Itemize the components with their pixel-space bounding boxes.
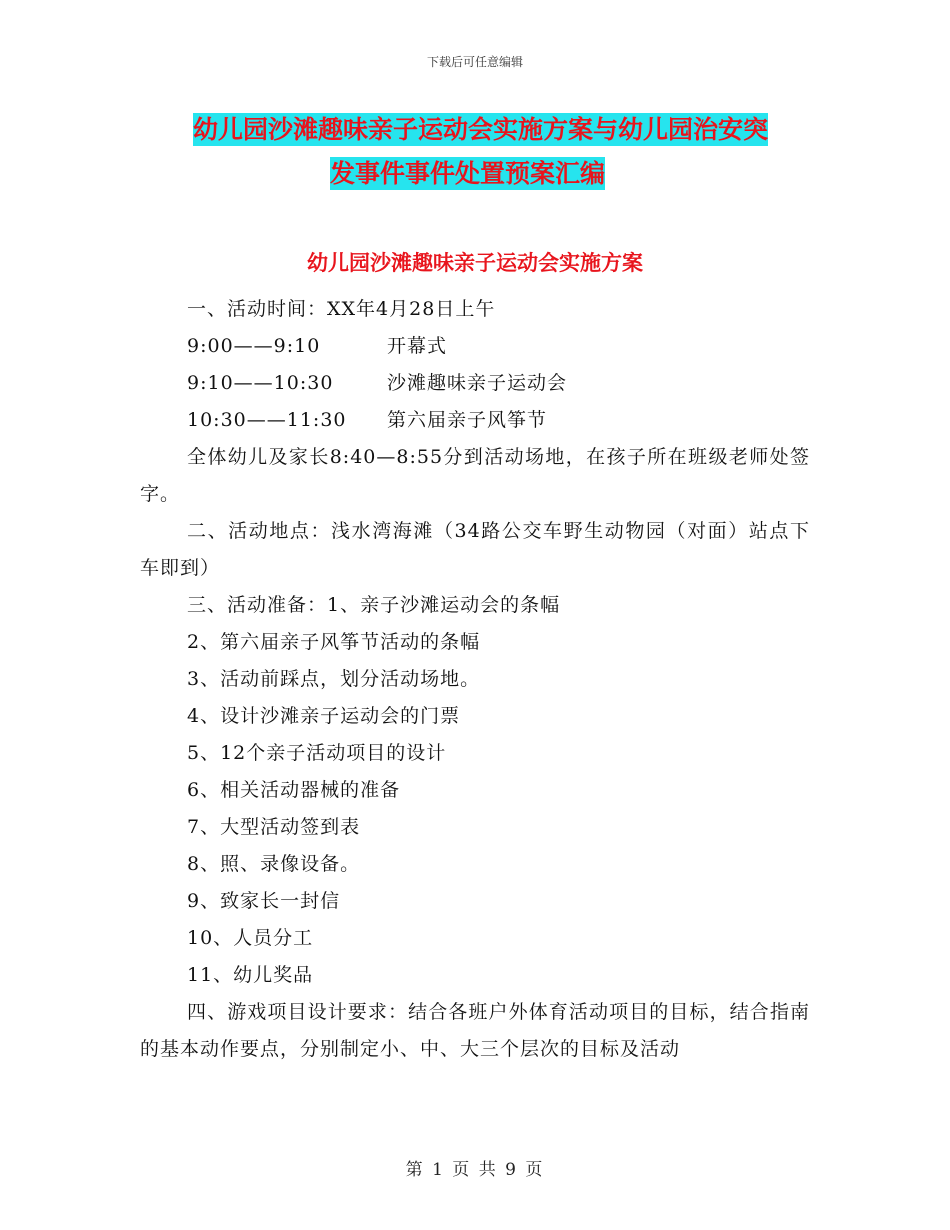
location-paragraph: 二、活动地点：浅水湾海滩（34路公交车野生动物园（对面）站点下车即到） [140, 520, 810, 579]
document-body [140, 291, 810, 1068]
schedule-event: 第六届亲子风筝节 [387, 409, 548, 431]
document-title-line-1 [0, 112, 950, 148]
time-heading: 一、活动时间：XX年4月28日上午 [187, 298, 496, 320]
prep-item: 10、人员分工 [187, 927, 314, 949]
document-title-text-1: 幼儿园沙滩趣味亲子运动会实施方案与幼儿园治安突 [193, 115, 769, 144]
section-title: 幼儿园沙滩趣味亲子运动会实施方案 [307, 251, 643, 275]
document-title-line-2 [0, 156, 950, 192]
checkin-paragraph: 全体幼儿及家长8:40—8:55分到活动场地，在孩子所在班级老师处签字。 [140, 446, 810, 505]
schedule-row [140, 365, 810, 402]
prep-item: 5、12个亲子活动项目的设计 [187, 742, 447, 764]
prep-item: 11、幼儿奖品 [187, 964, 314, 986]
prep-item: 7、大型活动签到表 [187, 816, 361, 838]
document-title-text-2: 发事件事件处置预案汇编 [330, 159, 606, 188]
prep-heading: 三、活动准备：1、亲子沙滩运动会的条幅 [187, 594, 561, 616]
prep-item: 8、照、录像设备。 [187, 853, 361, 875]
schedule-event: 开幕式 [387, 335, 448, 357]
prep-item: 6、相关活动器械的准备 [187, 779, 401, 801]
prep-item: 3、活动前踩点，划分活动场地。 [187, 668, 481, 690]
prep-item: 4、设计沙滩亲子运动会的门票 [187, 705, 461, 727]
prep-item: 2、第六届亲子风筝节活动的条幅 [187, 631, 481, 653]
schedule-time: 9:00——9:10 [187, 335, 321, 357]
header-note: 下载后可任意编辑 [426, 55, 523, 69]
schedule-row [140, 402, 810, 439]
schedule-row [140, 328, 810, 365]
schedule-time: 9:10——10:30 [187, 372, 334, 394]
schedule-event: 沙滩趣味亲子运动会 [387, 372, 568, 394]
schedule-time: 10:30——11:30 [187, 409, 347, 431]
prep-item: 9、致家长一封信 [187, 890, 341, 912]
design-paragraph: 四、游戏项目设计要求：结合各班户外体育活动项目的目标，结合指南的基本动作要点，分别制定小、中、大三个层次的目标及活动 [140, 1001, 810, 1060]
page-number: 第 1 页 共 9 页 [405, 1160, 545, 1180]
